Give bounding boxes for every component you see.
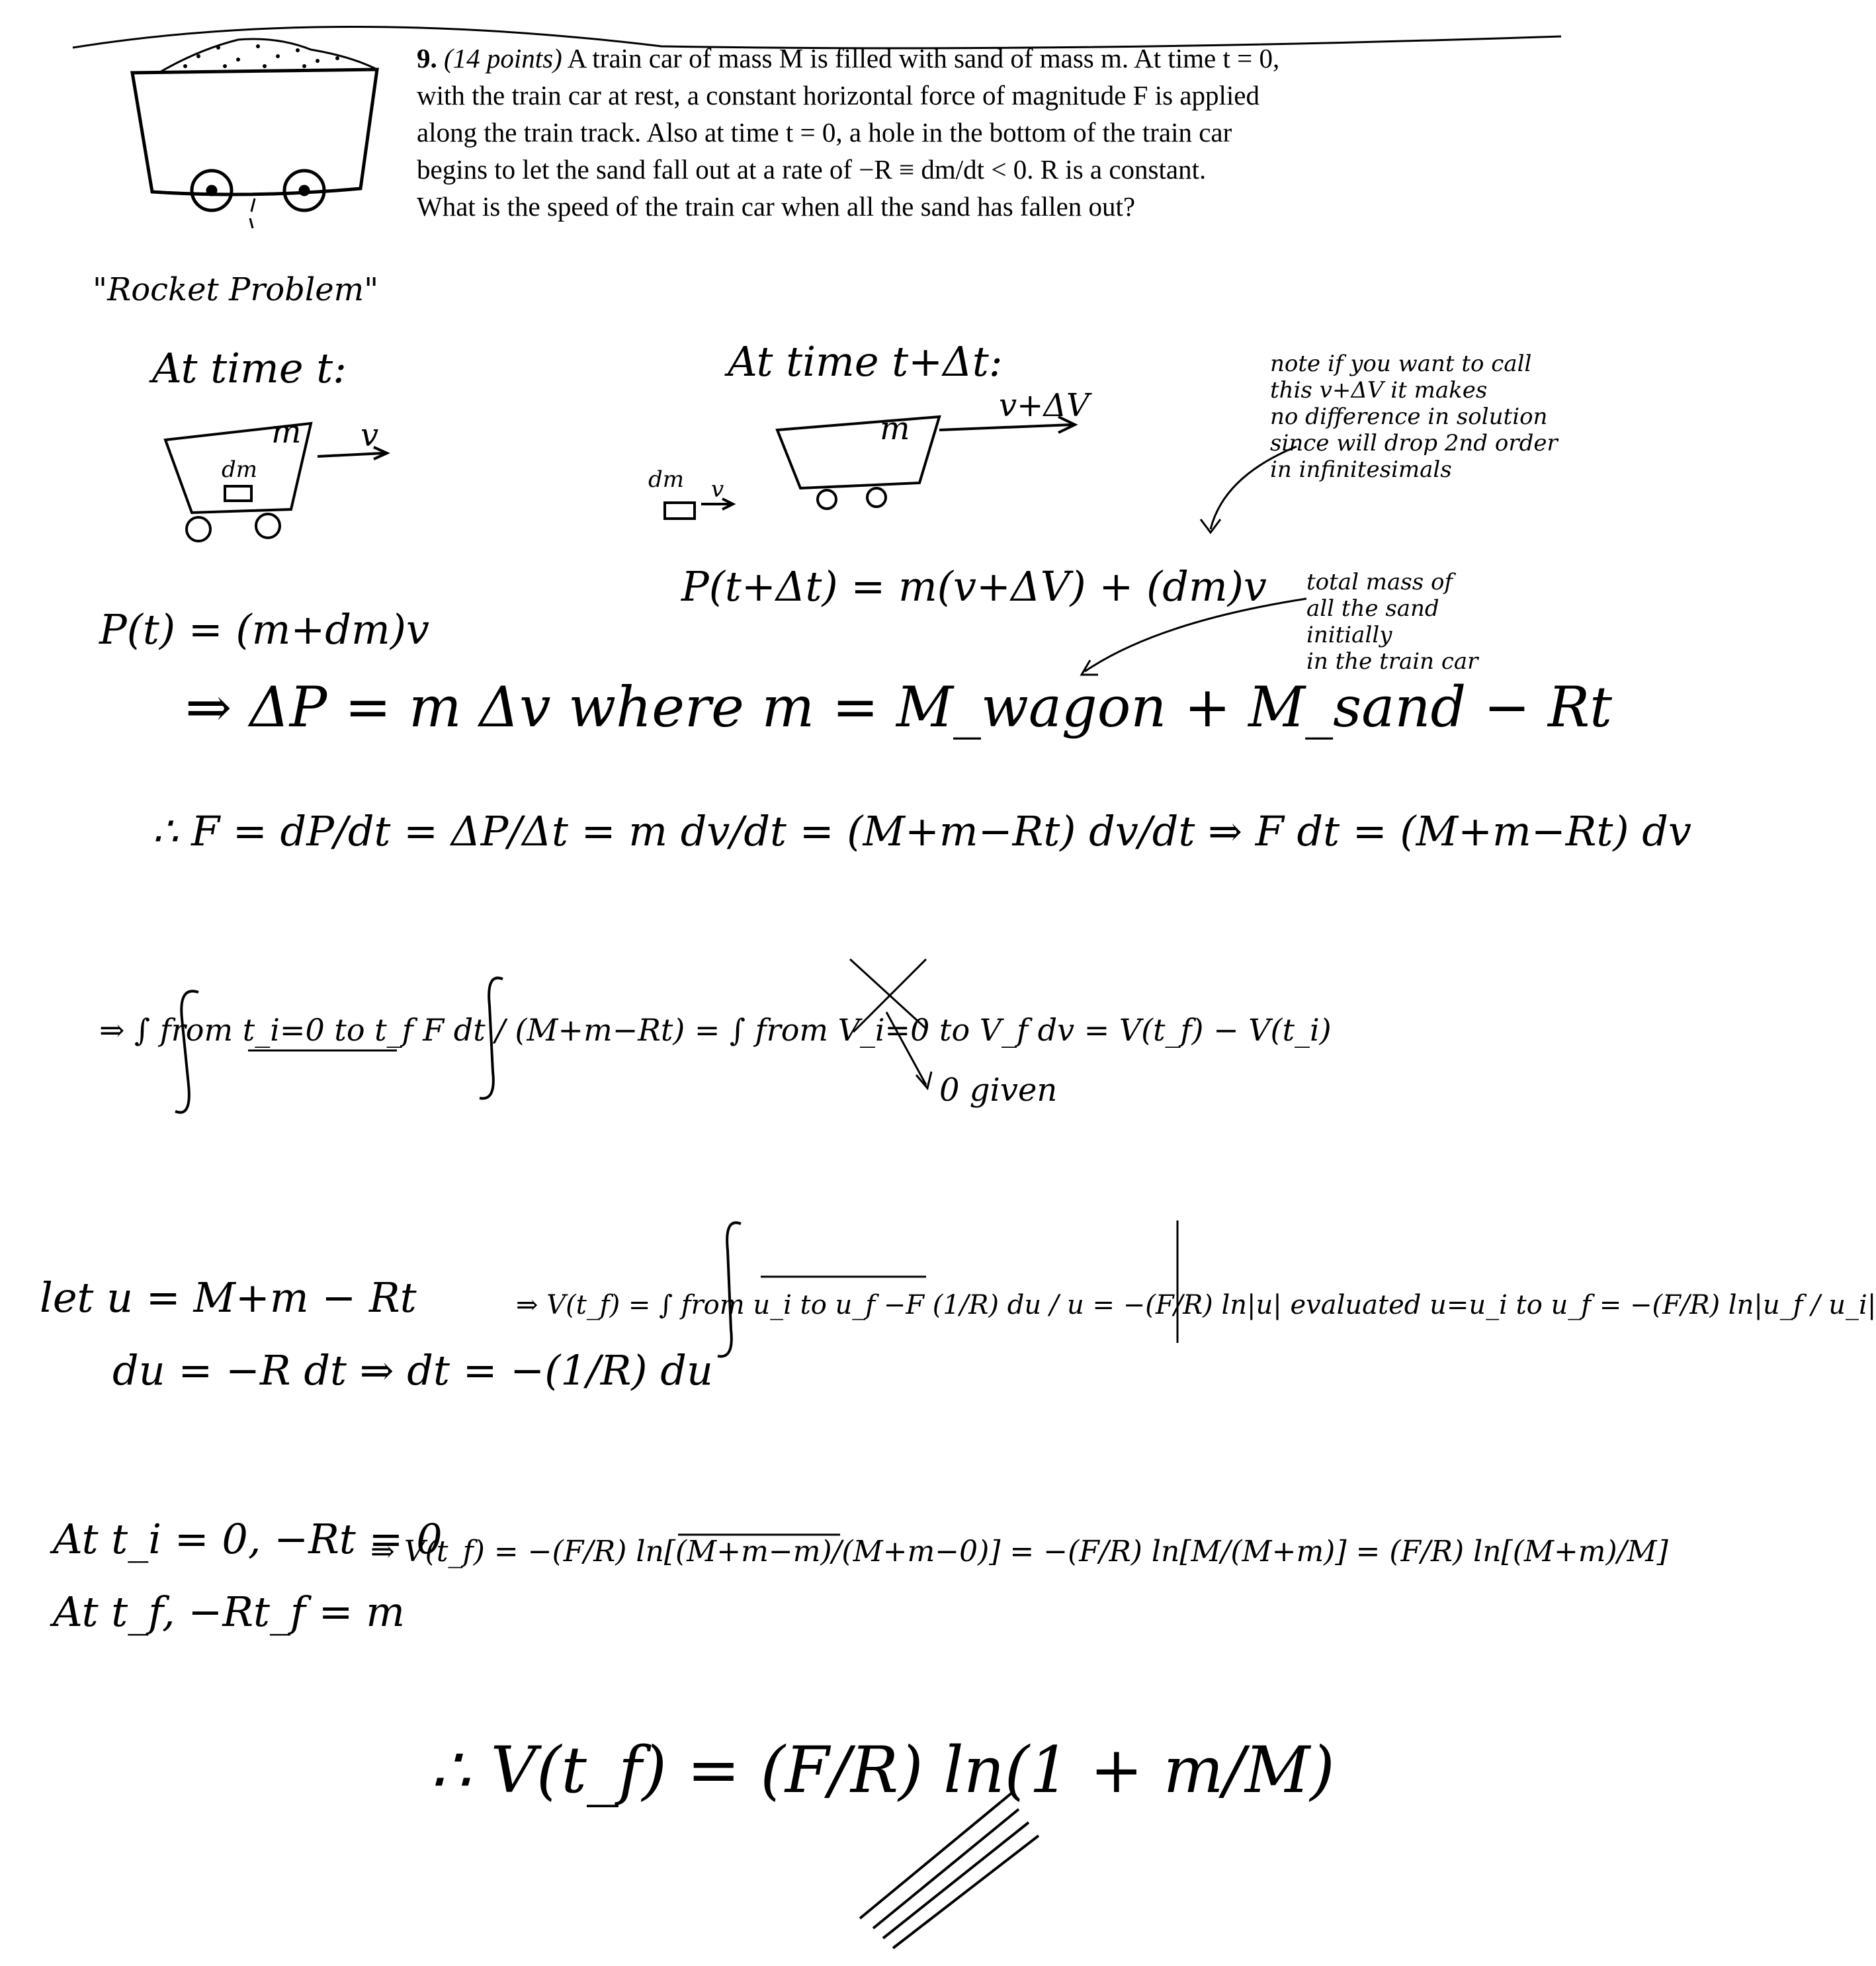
sketch-t-mass: m xyxy=(271,413,302,450)
sketch-tdt-mass: m xyxy=(880,410,910,447)
momentum-t-eq: P(t) = (m+dm)v xyxy=(99,605,429,654)
given-note: 0 given xyxy=(939,1072,1058,1109)
evaluation-eq: ⇒ V(t_f) = −(F/R) ln[(M+m−m)/(M+m−0)] = −(F/R) ln[M/(M+m)] = (F/R) ln[(M+m)/M] xyxy=(370,1535,1668,1568)
note-total-line-4: in the train car xyxy=(1306,648,1478,675)
note-total-line-2: all the sand xyxy=(1306,595,1439,622)
problem-line-1 xyxy=(417,40,1502,77)
note-right-line-2: this v+ΔV it makes xyxy=(1270,377,1488,404)
note-total xyxy=(1306,569,1478,675)
answer-hatch xyxy=(860,1793,1039,1948)
sketch-tdt-element: dm xyxy=(648,466,685,493)
sketch-car-time-tdt xyxy=(665,417,1075,519)
integral-sign-1 xyxy=(175,991,198,1112)
bounds-initial: At t_i = 0, −Rt = 0 xyxy=(53,1515,443,1563)
sketch-t-element: dm xyxy=(222,456,258,483)
problem-line-2: with the train car at rest, a constant horizontal force of magnitude F is applied xyxy=(417,80,1260,110)
sand-car-drawing xyxy=(132,39,377,228)
problem-statement xyxy=(417,40,1502,225)
force-eq: ∴ F = dP/dt = ΔP/Δt = m dv/dt = (M+m−Rt) dv/dt ⇒ F dt = (M+m−Rt) dv xyxy=(152,807,1691,855)
problem-points: (14 points) xyxy=(444,43,562,73)
note-total-line-3: initially xyxy=(1306,622,1392,648)
note-right-line-5: in infinitesimals xyxy=(1270,456,1452,483)
problem-line-5: What is the speed of the train car when all the sand has fallen out? xyxy=(417,191,1136,222)
integral-eq: ⇒ ∫ from t_i=0 to t_f F dt / (M+m−Rt) = ∫ from V_i=0 to V_f dv = V(t_f) − V(t_i) xyxy=(99,1012,1332,1048)
substitution-eq: ⇒ V(t_f) = ∫ from u_i to u_f −F (1/R) du / u = −(F/R) ln|u| evaluated u=u_i to u_f = −(F/R) ln|u_f / u_i| xyxy=(516,1290,1876,1320)
sketch-tdt-element-velocity: v xyxy=(711,476,724,503)
label-time-t: At time t: xyxy=(152,344,347,392)
delta-p-eq: ⇒ ΔP = m Δv where m = M_wagon + M_sand − Rt xyxy=(185,675,1613,740)
bounds-final: At t_f, −Rt_f = m xyxy=(53,1588,405,1636)
problem-number: 9. xyxy=(417,43,437,73)
note-right xyxy=(1270,351,1558,483)
momentum-tdt-eq: P(t+Δt) = m(v+ΔV) + (dm)v xyxy=(681,562,1267,611)
problem-text-1: A train car of mass M is filled with sand of mass m. At time t = 0, xyxy=(567,43,1280,73)
problem-line-4: begins to let the sand fall out at a rate of −R ≡ dm/dt < 0. R is a constant. xyxy=(417,154,1207,185)
rocket-problem-heading: "Rocket Problem" xyxy=(93,271,379,308)
sketch-t-velocity: v xyxy=(361,417,379,454)
substitution-du: du = −R dt ⇒ dt = −(1/R) du xyxy=(112,1346,713,1394)
note-right-line-4: since will drop 2nd order xyxy=(1270,430,1558,456)
substitution-let: let u = M+m − Rt xyxy=(40,1273,417,1322)
final-answer: ∴ V(t_f) = (F/R) ln(1 + m/M) xyxy=(430,1733,1335,1807)
note-right-line-1: note if you want to call xyxy=(1270,351,1532,377)
sand-dots xyxy=(183,44,339,68)
note-total-line-1: total mass of xyxy=(1306,569,1453,595)
problem-line-3: along the train track. Also at time t = 0, a hole in the bottom of the train car xyxy=(417,117,1232,148)
note-right-line-3: no difference in solution xyxy=(1270,404,1548,430)
label-time-tdt: At time t+Δt: xyxy=(728,337,1003,386)
sketch-tdt-velocity: v+ΔV xyxy=(999,387,1089,424)
